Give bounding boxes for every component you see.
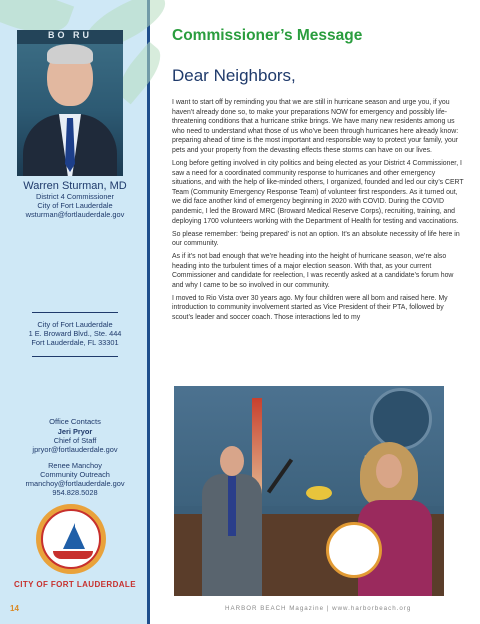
commissioner-title: District 4 Commissioner xyxy=(35,192,115,201)
contact-email[interactable]: jpryor@fortlauderdale.gov xyxy=(32,445,118,454)
contact-name: Renee Manchoy xyxy=(48,461,102,470)
salutation: Dear Neighbors, xyxy=(172,66,296,85)
podium-seal xyxy=(326,522,382,578)
address-block xyxy=(0,320,150,347)
paragraph: I want to start off by reminding you that we are still in hurricane season and urge you, if you haven’t already done so, to make your preparations NOW for emergency and possibly life-threatening conditions that a hurricane strike brings. We have many new residents among us who need to understand what those of us who’ve been through hurricanes here already know: preparing ahead of time is the most important and responsible way to protect your family, your pets and your property from the devasting effects these storms can have on our lives. xyxy=(172,99,459,154)
page-title: Commissioner’s Message xyxy=(172,27,363,44)
commissioner-portrait xyxy=(17,30,123,176)
commissioner-name: Warren Sturman, MD xyxy=(23,180,127,192)
contact-phone: 954.828.5028 xyxy=(52,488,98,497)
address-line: 1 E. Broward Blvd., Ste. 444 xyxy=(28,329,122,338)
commissioner-name-block xyxy=(0,180,150,219)
contacts-title: Office Contacts xyxy=(49,417,101,426)
city-label: CITY OF FORT LAUDERDALE xyxy=(14,580,136,589)
divider xyxy=(32,312,118,313)
commissioner-figure xyxy=(200,446,264,596)
contact-role: Community Outreach xyxy=(40,470,110,479)
contact-name: Jeri Pryor xyxy=(57,427,93,436)
swearing-in-photo xyxy=(174,386,444,596)
paragraph: So please remember: ‘being prepared’ is not an option. It’s an absolute necessity of life here in our community. xyxy=(172,230,460,248)
address-line: City of Fort Lauderdale xyxy=(37,320,113,329)
paragraph: Long before getting involved in city politics and being elected as your District 4 Commissioner, I saw a need for a coordinated community response to hurricanes and other emergency situations, and with the help of like-minded others, I organized, founded and led our city’s CERT Team (Community Emergency Response Team) of volunteer first responders. As it turned out, we did face another kind of emergency beginning in 2020 with COVID. During the COVID pandemic, I led the Broward MRC (Broward Medical Reserve Corps), recruiting, training, and deploying 1700 volunteers working with the Department of Health for testing and vaccinations. xyxy=(172,159,464,225)
sidebar xyxy=(0,0,150,624)
article-body xyxy=(172,98,464,326)
office-contacts xyxy=(0,417,150,497)
footer-text: HARBOR BEACH Magazine | www.harborbeach.org xyxy=(225,605,412,612)
wall-seal xyxy=(370,388,432,450)
paragraph: I moved to Rio Vista over 30 years ago. My four children were all born and raised here. My introduction to community involvement started as Vice President of their PTA, followed by scout’s leader and soccer coach. Those interactions led to my xyxy=(172,294,448,322)
flowers xyxy=(306,486,332,500)
page-number: 14 xyxy=(10,604,19,613)
contact-email[interactable]: rmanchoy@fortlauderdale.gov xyxy=(25,479,125,488)
commissioner-org: City of Fort Lauderdale xyxy=(37,201,113,210)
address-line: Fort Lauderdale, FL 33301 xyxy=(31,338,119,347)
divider xyxy=(32,356,118,357)
city-seal-logo xyxy=(36,504,106,574)
portrait-sign: BO RU xyxy=(17,30,123,44)
commissioner-email[interactable]: wsturman@fortlauderdale.gov xyxy=(25,210,125,219)
paragraph: As if it’s not bad enough that we’re heading into the height of hurricane season, we’re also heading into the turbulent times of a major election season. With that, as your current Commissioner and candidate for reelection, I was recently asked at a candidate’s forum how and why I came to be so involved in our community. xyxy=(172,253,454,289)
contact-role: Chief of Staff xyxy=(53,436,97,445)
